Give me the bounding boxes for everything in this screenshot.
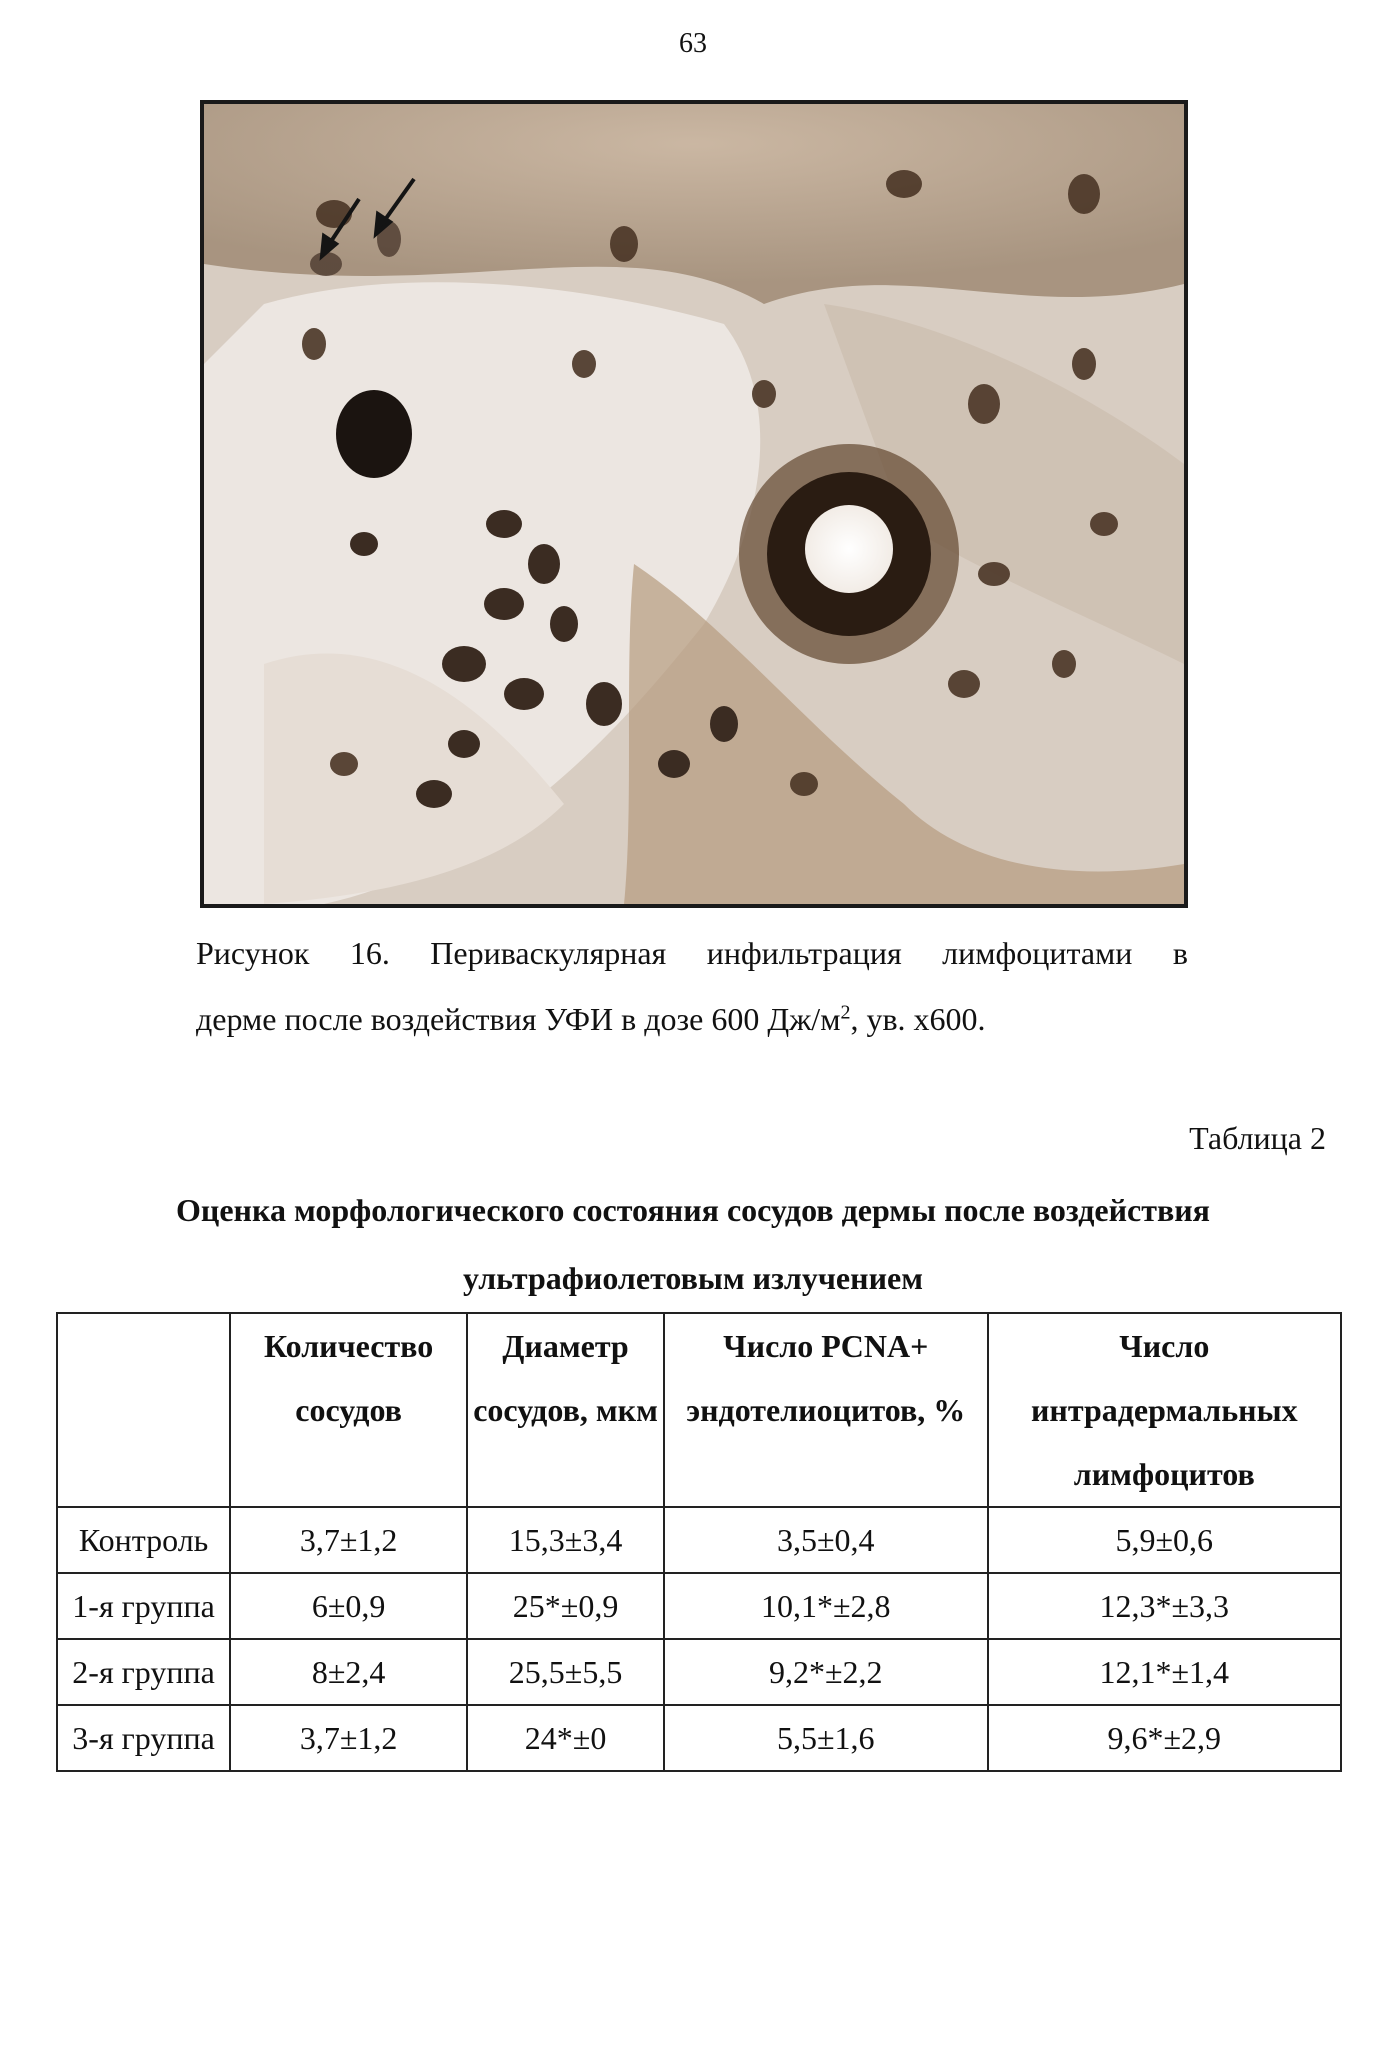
header-cell-intradermal-lymphocytes: Число интрадермальных лимфоцитов (988, 1313, 1341, 1507)
figure-caption-line-2 (196, 986, 1188, 1052)
row-label: Контроль (57, 1507, 230, 1573)
table-row (57, 1639, 1341, 1705)
table-cell: 15,3±3,4 (467, 1507, 664, 1573)
table-title (60, 1176, 1326, 1312)
table-cell: 3,7±1,2 (230, 1507, 467, 1573)
table-title-line-1: Оценка морфологического состояния сосудов дермы после воздействия (176, 1192, 1210, 1228)
table-row (57, 1507, 1341, 1573)
table-cell: 12,1*±1,4 (988, 1639, 1341, 1705)
table-cell: 5,9±0,6 (988, 1507, 1341, 1573)
figure-caption-line-2-end: , ув. х600. (850, 1001, 986, 1037)
row-label: 3-я группа (57, 1705, 230, 1771)
table-cell: 25*±0,9 (467, 1573, 664, 1639)
header-cell-pcna-endotheliocytes: Число PCNA+ эндотелиоцитов, % (664, 1313, 988, 1507)
table-title-line-2: ультрафиолетовым излучением (462, 1260, 923, 1296)
table-cell: 6±0,9 (230, 1573, 467, 1639)
table-cell: 5,5±1,6 (664, 1705, 988, 1771)
page-number: 63 (679, 28, 707, 59)
table-cell: 10,1*±2,8 (664, 1573, 988, 1639)
micrograph-figure (200, 100, 1188, 908)
table-row (57, 1705, 1341, 1771)
table-cell: 24*±0 (467, 1705, 664, 1771)
figure-caption-superscript: 2 (840, 1001, 851, 1024)
header-cell-vessel-diameter: Диаметр сосудов, мкм (467, 1313, 664, 1507)
data-table (56, 1312, 1342, 1772)
table-header-row (57, 1313, 1341, 1507)
table-cell: 3,5±0,4 (664, 1507, 988, 1573)
header-cell-vessel-count: Количество сосудов (230, 1313, 467, 1507)
table-row (57, 1573, 1341, 1639)
figure-caption-line-2-text: дерме после воздействия УФИ в дозе 600 Дж/м (196, 1001, 841, 1037)
row-label: 2-я группа (57, 1639, 230, 1705)
figure-caption-line-1: Рисунок 16. Периваскулярная инфильтрация лимфоцитами в (196, 935, 1188, 971)
table-cell: 12,3*±3,3 (988, 1573, 1341, 1639)
row-label: 1-я группа (57, 1573, 230, 1639)
table-cell: 9,2*±2,2 (664, 1639, 988, 1705)
table-cell: 25,5±5,5 (467, 1639, 664, 1705)
table-number: Таблица 2 (1189, 1120, 1326, 1156)
header-cell-empty (57, 1313, 230, 1507)
micrograph-image (204, 104, 1184, 904)
table-cell: 9,6*±2,9 (988, 1705, 1341, 1771)
figure-caption (196, 920, 1188, 1052)
table-cell: 8±2,4 (230, 1639, 467, 1705)
table-cell: 3,7±1,2 (230, 1705, 467, 1771)
